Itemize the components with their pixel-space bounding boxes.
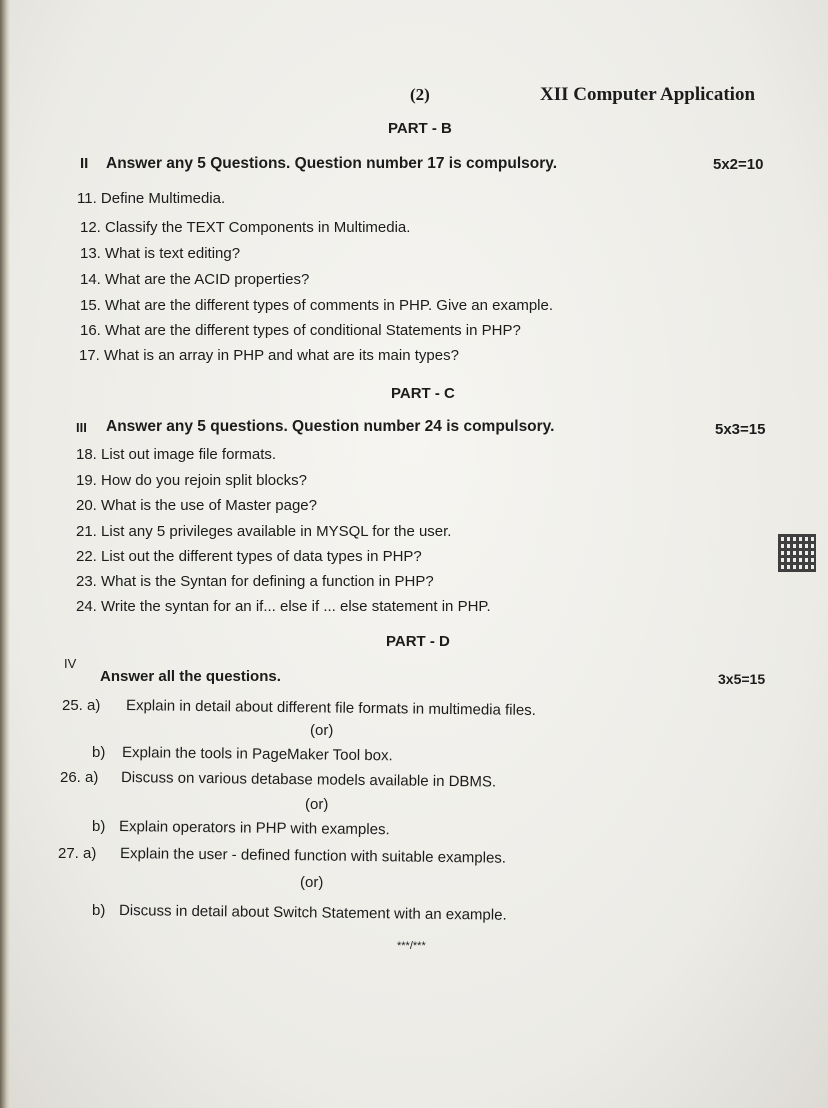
- question: 24. Write the syntan for an if... else if ... else statement in PHP.: [76, 598, 491, 615]
- question: 16. What are the different types of conditional Statements in PHP?: [80, 322, 521, 339]
- part-b-title: PART - B: [388, 120, 452, 137]
- part-b-roman: II: [80, 155, 89, 172]
- question-b: Explain the tools in PageMaker Tool box.: [121, 744, 393, 765]
- question: 14. What are the ACID properties?: [80, 271, 310, 288]
- part-c-marks: 5x3=15: [715, 421, 766, 438]
- question-number: 27. a): [58, 845, 97, 862]
- question-b-label: b): [92, 744, 106, 761]
- part-d-marks: 3x5=15: [718, 671, 766, 687]
- question-b: Discuss in detail about Switch Statement with an example.: [118, 902, 507, 924]
- question-number: 26. a): [60, 769, 99, 786]
- question-a: Discuss on various detabase models available in DBMS.: [120, 769, 497, 791]
- question: 23. What is the Syntan for defining a function in PHP?: [76, 573, 434, 590]
- question: 12. Classify the TEXT Components in Multimedia.: [80, 219, 411, 236]
- question: 20. What is the use of Master page?: [76, 497, 317, 514]
- part-c-roman: III: [76, 420, 87, 435]
- question: 15. What are the different types of comments in PHP. Give an example.: [80, 297, 554, 314]
- question: 21. List any 5 privileges available in MYSQL for the user.: [76, 523, 452, 540]
- or-separator: (or): [300, 874, 324, 891]
- page-number: (2): [410, 85, 430, 104]
- question: 18. List out image file formats.: [76, 446, 277, 463]
- question: 19. How do you rejoin split blocks?: [76, 472, 307, 489]
- question-b-label: b): [92, 818, 106, 835]
- question-b: Explain operators in PHP with examples.: [118, 818, 390, 839]
- part-d-instruction: Answer all the questions.: [100, 668, 281, 685]
- or-separator: (or): [310, 722, 334, 739]
- part-d-roman: IV: [64, 656, 77, 671]
- question-b-label: b): [92, 902, 106, 919]
- part-c-instruction: Answer any 5 questions. Question number 24 is compulsory.: [106, 418, 555, 435]
- end-marker: ***/***: [397, 940, 426, 952]
- or-separator: (or): [305, 796, 329, 813]
- question: 17. What is an array in PHP and what are its main types?: [79, 347, 459, 364]
- part-b-marks: 5x2=10: [713, 156, 764, 173]
- subject-title: XII Computer Application: [540, 84, 756, 105]
- part-d-title: PART - D: [386, 633, 450, 650]
- question: 22. List out the different types of data types in PHP?: [76, 548, 422, 565]
- qr-code: [778, 534, 816, 572]
- question-number: 25. a): [62, 697, 101, 714]
- part-c-title: PART - C: [391, 385, 455, 402]
- question: 11. Define Multimedia.: [77, 190, 226, 207]
- question-a: Explain in detail about different file formats in multimedia files.: [125, 697, 537, 720]
- question-a: Explain the user - defined function with suitable examples.: [119, 845, 507, 867]
- page-edge-shadow: [0, 0, 10, 1108]
- part-b-instruction: Answer any 5 Questions. Question number 17 is compulsory.: [106, 155, 558, 172]
- question: 13. What is text editing?: [80, 245, 241, 262]
